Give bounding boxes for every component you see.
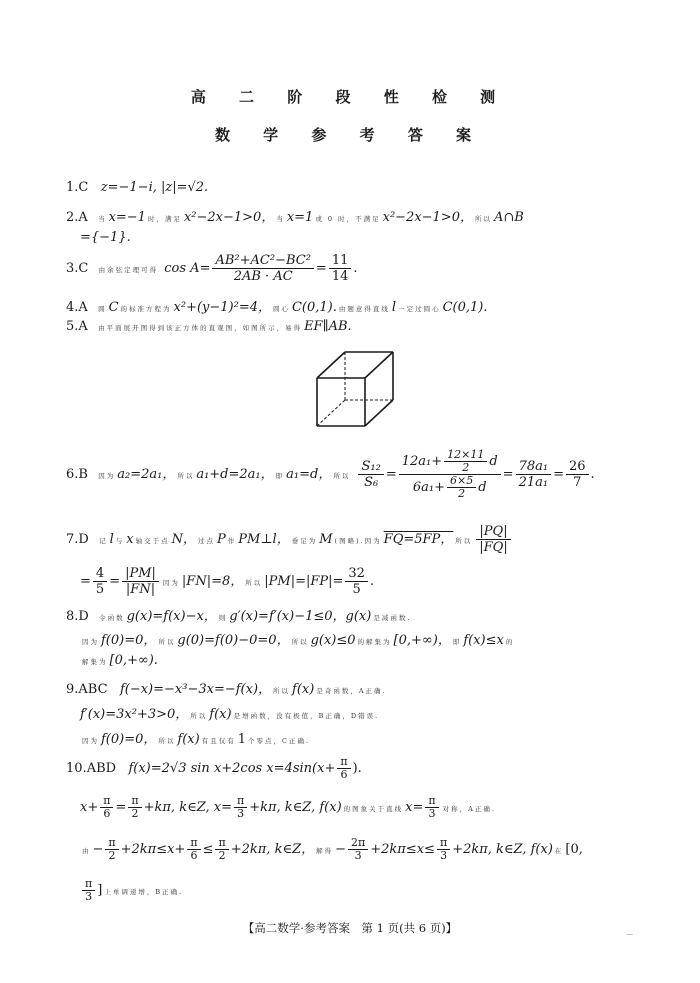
explanation-text: 解得 <box>316 847 334 855</box>
fraction <box>447 475 476 500</box>
fraction <box>345 566 368 597</box>
fraction-numerator: AB²+AC²−BC² <box>212 253 313 269</box>
answer-9-line-3 <box>80 728 312 747</box>
fraction <box>437 837 450 862</box>
answer-2 <box>66 206 524 225</box>
answer-letter: A <box>78 319 88 334</box>
fraction <box>444 449 487 474</box>
answer-6 <box>66 449 595 500</box>
fraction-numerator: π <box>100 795 113 808</box>
explanation-text: 所以 <box>333 472 351 480</box>
answer-letter: D <box>78 532 89 547</box>
explanation-text: 所以 <box>190 712 208 720</box>
math-expr: g(x)≤0 <box>310 633 356 648</box>
answer-letter: B <box>78 467 88 482</box>
fraction-numerator: π <box>128 795 141 808</box>
explanation-text: 轴交于点 <box>135 537 170 545</box>
math-expr: f(0)=0， <box>101 732 157 747</box>
fraction <box>128 795 141 820</box>
explanation-text: 所以 <box>474 215 492 223</box>
fraction-numerator: 2π <box>348 837 368 850</box>
math-expr: a₂=2a₁， <box>117 467 176 482</box>
math-expr: +2kπ≤x≤ <box>370 842 435 857</box>
question-number: 1. <box>66 180 79 195</box>
explanation-text: 因为 <box>162 579 180 587</box>
fraction-denominator: 6 <box>190 849 198 862</box>
math-expr: f(x) <box>292 682 315 697</box>
answer-letter: D <box>78 609 89 624</box>
math-expr: +kπ, k∈Z, f(x) <box>249 800 342 815</box>
fraction-numerator: π <box>187 837 200 850</box>
explanation-text: 当 <box>98 215 107 223</box>
fraction <box>566 459 589 490</box>
fraction-numerator: π <box>215 837 228 850</box>
math-expr: = <box>80 574 91 589</box>
explanation-text: 的 <box>505 638 515 646</box>
answer-10 <box>66 756 362 781</box>
question-number: 5. <box>66 319 79 334</box>
fraction-denominator: 3 <box>440 849 448 862</box>
explanation-text: 与 <box>115 537 125 545</box>
math-expr: x= <box>405 800 424 815</box>
math-expr: [0,+∞)， <box>393 633 451 648</box>
math-expr: x²−2x−1>0， <box>183 210 275 225</box>
explanation-text: 解集为 <box>82 658 108 666</box>
explanation-text: 所以 <box>245 579 263 587</box>
explanation-text: 或 0 时，不满足 <box>315 215 381 223</box>
fraction-numerator: 4 <box>93 566 107 582</box>
math-expr: x²+(y−1)²=4， <box>173 300 271 315</box>
math-expr: A∩B <box>493 210 524 225</box>
math-expr: ≤ <box>202 842 214 857</box>
explanation-text: 的图象关于直线 <box>343 805 404 813</box>
fraction <box>187 837 200 862</box>
math-expr: = <box>502 467 514 482</box>
math-expr: f(x)≤x <box>463 633 504 648</box>
math-expr: d <box>489 454 498 469</box>
question-number: 2. <box>66 210 79 225</box>
fraction-numerator: π <box>337 756 350 769</box>
fraction <box>358 459 383 490</box>
math-expr: [0,+∞). <box>109 653 158 668</box>
math-expr: +2kπ, k∈Z, f(x) <box>452 842 553 857</box>
math-expr: d <box>478 480 487 495</box>
explanation-text: 因为 <box>82 737 99 745</box>
math-expr: |PM|=|FP|= <box>264 574 344 589</box>
math-expr: g′(x)=f′(x)−1≤0，g(x) <box>229 609 372 624</box>
fraction-numerator: |PQ| <box>476 524 510 540</box>
fraction-numerator: 32 <box>345 566 368 582</box>
math-expr: +2kπ≤x+ <box>120 842 186 857</box>
answer-4 <box>66 296 487 315</box>
explanation-text: 因为 <box>82 638 99 646</box>
explanation-text: 由题意得直线 <box>338 305 390 313</box>
fraction <box>105 837 118 862</box>
corner-mark: — <box>626 930 633 938</box>
fraction-numerator: 26 <box>566 459 589 475</box>
math-expr: 1 <box>237 732 246 747</box>
fraction-denominator: 2 <box>458 487 466 500</box>
fraction <box>82 878 95 903</box>
fraction-denominator: |FN| <box>125 582 156 597</box>
explanation-text: 令函数 <box>99 614 125 622</box>
explanation-text: 上单调递增，B正确. <box>104 888 184 896</box>
answer-9 <box>66 678 389 697</box>
fraction-denominator: 5 <box>352 582 361 597</box>
fraction <box>476 524 510 555</box>
fraction <box>212 253 313 284</box>
explanation-text: 有且仅有 <box>201 737 236 745</box>
question-number: 7. <box>66 532 79 547</box>
fraction-denominator: 7 <box>573 475 582 490</box>
math-expr: PM⊥l， <box>238 532 290 547</box>
cube-edge <box>365 400 393 426</box>
cube-edge <box>365 352 393 378</box>
math-expr: = <box>315 261 327 276</box>
math-expr: a₁+d=2a₁， <box>196 467 274 482</box>
fraction-denominator: 2 <box>218 849 226 862</box>
math-expr: C(0,1). <box>291 300 337 315</box>
explanation-text: 因为 <box>98 472 116 480</box>
answer-8-line-2 <box>80 629 516 648</box>
vector-expr: FQ=5FP， <box>383 532 454 547</box>
explanation-text: 对称，A正确. <box>442 805 496 813</box>
explanation-text: (图略).因为 <box>334 537 382 545</box>
answer-letter: C <box>78 180 89 195</box>
math-expr: x+ <box>80 800 99 815</box>
math-expr: f(x) <box>209 707 232 722</box>
math-expr: = <box>109 574 121 589</box>
math-expr: (x+ <box>312 761 336 776</box>
math-expr: − <box>335 842 347 857</box>
answer-7 <box>66 524 513 555</box>
math-expr: 6a₁+ <box>412 480 445 495</box>
fraction-numerator: 6×5 <box>447 475 476 488</box>
explanation-text: 圆心 <box>272 305 290 313</box>
fraction <box>234 795 247 820</box>
question-number: 4. <box>66 300 79 315</box>
math-expr: . <box>369 574 375 589</box>
math-expr: = <box>115 800 127 815</box>
fraction-denominator: 6 <box>340 768 348 781</box>
compound-fraction <box>399 449 501 500</box>
answer-10-line-4 <box>80 878 185 903</box>
answer-8 <box>66 605 413 624</box>
fraction <box>337 756 350 781</box>
fraction-numerator: 78a₁ <box>516 459 552 475</box>
fraction-numerator: π <box>82 878 95 891</box>
explanation-text: 个零点，C正确. <box>247 737 311 745</box>
math-expr: f(x) <box>177 732 200 747</box>
math-expr: x=1 <box>286 210 314 225</box>
explanation-text: 在 <box>554 847 564 855</box>
explanation-text: 记 <box>99 537 108 545</box>
math-expr: x²−2x−1>0， <box>382 210 473 225</box>
answer-letter: ABC <box>78 682 108 697</box>
fraction-denominator: 6 <box>103 807 111 820</box>
fraction-denominator: 14 <box>331 269 349 284</box>
cube-hidden-edge <box>317 400 345 426</box>
fraction-numerator: 12×11 <box>444 449 487 462</box>
explanation-text: 则 <box>218 614 228 622</box>
math-expr: N， <box>171 532 197 547</box>
question-number: 3. <box>66 261 79 276</box>
math-expr: . <box>353 261 358 276</box>
answer-letter: A <box>78 210 88 225</box>
explanation-text: 一定过圆心 <box>398 305 441 313</box>
answer-2-continued <box>80 230 131 245</box>
math-expr: f(0)=0， <box>101 633 157 648</box>
fraction <box>100 795 113 820</box>
math-expr: g(x)=f(x)−x， <box>126 609 217 624</box>
math-expr: P <box>217 532 226 547</box>
explanation-text: 所以 <box>455 537 473 545</box>
fraction <box>329 253 352 284</box>
fraction-numerator <box>399 449 501 475</box>
explanation-text: 所以 <box>177 472 195 480</box>
page-subtitle: 数 学 参 考 答 案 <box>214 126 486 144</box>
math-expr: f′(x)=3x²+3>0， <box>80 707 189 722</box>
explanation-text: 是奇函数，A正确. <box>316 687 387 695</box>
math-expr: a₁=d， <box>286 467 332 482</box>
explanation-text: 垂足为 <box>291 537 318 545</box>
fraction-denominator: S₆ <box>364 475 379 490</box>
fraction-numerator: π <box>234 795 247 808</box>
math-expr: +kπ, k∈Z, x= <box>143 800 232 815</box>
explanation-text: 的标准方程为 <box>120 305 172 313</box>
explanation-text: 当 <box>276 215 285 223</box>
answer-letter: C <box>78 261 89 276</box>
question-number: 8. <box>66 609 79 624</box>
fraction <box>122 566 159 597</box>
math-expr: |FN|=8， <box>181 574 244 589</box>
fraction-denominator: 2 <box>108 849 116 862</box>
question-number: 10. <box>66 761 87 776</box>
explanation-text: 所以 <box>158 737 176 745</box>
fraction-numerator: π <box>105 837 118 850</box>
answer-1 <box>66 180 208 195</box>
fraction <box>516 459 552 490</box>
math-expr: C(0,1). <box>442 300 488 315</box>
math-expr: = <box>385 467 397 482</box>
math-expr: = <box>553 467 564 482</box>
explanation-text: 所以 <box>273 687 291 695</box>
page-footer: 【高二数学·参考答案 第 1 页(共 6 页)】 <box>242 921 458 935</box>
answer-letter: A <box>78 300 88 315</box>
answer-5 <box>66 319 352 334</box>
fraction-denominator: 5 <box>95 582 105 597</box>
explanation-text: 由平面展开图得到该正方体的直观图，如图所示，易得 <box>98 324 303 332</box>
math-expr: EF∥AB. <box>304 319 352 334</box>
answer-8-line-3 <box>80 653 158 668</box>
math-expr: +2kπ, k∈Z， <box>230 842 315 857</box>
explanation-text: 所以 <box>158 638 176 646</box>
cube-edge <box>317 352 345 378</box>
explanation-text: 即 <box>452 638 462 646</box>
explanation-text: 时，满足 <box>147 215 182 223</box>
math-expr: f(−x)=−x³−3x=−f(x)， <box>119 682 272 697</box>
explanation-text: 是减函数. <box>373 614 412 622</box>
fraction-denominator: 3 <box>85 890 93 903</box>
explanation-text: 即 <box>275 472 285 480</box>
fraction-denominator: 21a₁ <box>518 475 549 490</box>
fraction-denominator: 2AB · AC <box>233 269 293 284</box>
math-expr: . <box>590 467 595 482</box>
explanation-text: 由 <box>82 847 91 855</box>
fraction-numerator: π <box>437 837 450 850</box>
fraction <box>215 837 228 862</box>
fraction-denominator: 3 <box>428 807 436 820</box>
math-expr: C <box>108 300 119 315</box>
explanation-text: 是增函数，没有极值，B正确，D错误. <box>233 712 380 720</box>
math-expr: ). <box>352 761 362 776</box>
math-expr: M <box>319 532 333 547</box>
math-expr: f(x)=2√3 sin x+2cos x=4sin <box>128 761 313 776</box>
fraction <box>348 837 368 862</box>
math-expr: [0, <box>565 842 583 857</box>
fraction-denominator: 3 <box>237 807 245 820</box>
explanation-text: 所以 <box>291 638 309 646</box>
explanation-text: 圆 <box>98 305 107 313</box>
fraction-denominator <box>410 475 490 500</box>
fraction-numerator: 11 <box>329 253 352 269</box>
fraction-numerator: |PM| <box>122 566 159 582</box>
math-expr: l <box>109 532 114 547</box>
fraction-numerator: S₁₂ <box>358 459 383 475</box>
answer-10-line-2 <box>80 795 498 820</box>
cube-diagram <box>305 340 410 440</box>
fraction-numerator: π <box>425 795 438 808</box>
fraction <box>93 566 107 597</box>
answer-7-continued <box>80 566 374 597</box>
answer-10-line-3 <box>80 837 583 862</box>
explanation-text: 的解集为 <box>357 638 392 646</box>
fraction-denominator: 2 <box>131 807 139 820</box>
math-expr: g(0)=f(0)−0=0， <box>177 633 290 648</box>
answer-letter: ABD <box>86 761 117 776</box>
explanation-text: 过点 <box>198 537 216 545</box>
math-expr: x=−1 <box>108 210 146 225</box>
solution-formula: z=−1−i, |z|=√2. <box>100 180 209 195</box>
math-expr: cos A= <box>164 261 211 276</box>
explanation-text: 作 <box>227 537 237 545</box>
question-number: 9. <box>66 682 79 697</box>
math-expr: 12a₁+ <box>401 454 443 469</box>
answer-9-line-2 <box>80 703 381 722</box>
fraction <box>425 795 438 820</box>
fraction-denominator: 3 <box>354 849 362 862</box>
math-expr: ={−1}. <box>80 230 131 245</box>
math-expr: − <box>92 842 104 857</box>
math-expr: x <box>126 532 134 547</box>
question-number: 6. <box>66 467 79 482</box>
explanation-text: 由余弦定理可得 <box>98 266 159 274</box>
math-expr: ] <box>97 883 103 898</box>
math-expr: l <box>391 300 397 315</box>
page-title: 高 二 阶 段 性 检 测 <box>190 88 510 106</box>
fraction-denominator: 2 <box>462 461 470 474</box>
fraction-denominator: |FQ| <box>479 540 508 555</box>
answer-3 <box>66 253 358 284</box>
